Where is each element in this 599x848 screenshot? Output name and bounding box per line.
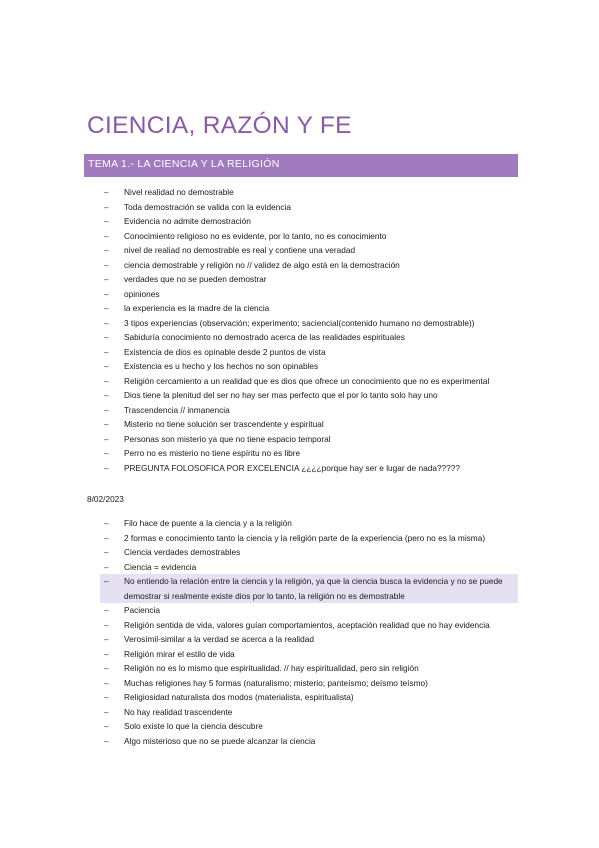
bullet-dash-icon: –	[104, 547, 109, 557]
list-item	[0, 200, 599, 215]
list-item	[0, 403, 599, 418]
notes-list-2	[0, 516, 599, 748]
list-item-text: Religiosidad naturalista dos modos (materialista, espiritualista)	[124, 692, 354, 702]
list-item	[0, 301, 599, 316]
list-item	[0, 374, 599, 389]
bullet-dash-icon: –	[104, 216, 109, 226]
bullet-dash-icon: –	[104, 274, 109, 284]
list-item	[0, 461, 599, 476]
list-item-text: No entiendo la relación entre la ciencia y la religión, ya que la ciencia busca la evidencia y no se puede demostrar si realmente existe dios por lo tanto, la religión no es demostrable	[124, 576, 503, 601]
list-item-text: 2 formas e conocimiento tanto la ciencia y la religión parte de la experiencia (pero no es la misma)	[124, 532, 486, 543]
bullet-dash-icon: –	[104, 532, 109, 543]
list-item	[0, 545, 599, 560]
list-item-text: Existencia es u hecho y los hechos no son opinables	[124, 361, 319, 371]
list-item-text: nivel de realiad no demostrable es real y contiene una veradad	[124, 245, 356, 255]
list-item	[0, 432, 599, 447]
list-item-text: opiniones	[124, 288, 160, 299]
bullet-dash-icon: –	[104, 518, 109, 528]
bullet-dash-icon: –	[104, 303, 109, 313]
bullet-dash-icon: –	[104, 288, 109, 299]
bullet-dash-icon: –	[104, 433, 109, 444]
bullet-dash-icon: –	[104, 317, 109, 328]
list-item-text: Nivel realidad no demostrable	[124, 187, 234, 197]
list-item	[0, 388, 599, 403]
list-item-text: Verosímil-similar a la verdad se acerca a la realidad	[124, 634, 314, 644]
list-item	[0, 229, 599, 244]
bullet-dash-icon: –	[104, 735, 109, 746]
bullet-dash-icon: –	[104, 663, 109, 673]
list-item	[0, 417, 599, 432]
bullet-dash-icon: –	[104, 201, 109, 212]
bullet-dash-icon: –	[104, 390, 109, 400]
list-item	[0, 359, 599, 374]
bullet-dash-icon: –	[104, 692, 109, 702]
bullet-dash-icon: –	[104, 187, 109, 197]
list-item	[0, 618, 599, 633]
list-item-text: Existencia de dios es opinable desde 2 puntos de vista	[124, 346, 326, 357]
bullet-dash-icon: –	[104, 706, 109, 717]
bullet-dash-icon: –	[104, 259, 109, 270]
bullet-dash-icon: –	[104, 419, 109, 429]
list-item	[0, 719, 599, 734]
list-item	[100, 574, 518, 603]
list-item	[0, 647, 599, 662]
bullet-dash-icon: –	[104, 605, 109, 615]
list-item-text: Algo misterioso que no se puede alcanzar la ciencia	[124, 735, 316, 746]
list-item	[0, 676, 599, 691]
list-item	[0, 272, 599, 287]
section-heading: TEMA 1.- LA CIENCIA Y LA RELIGIÓN	[88, 158, 280, 170]
list-item	[0, 345, 599, 360]
bullet-dash-icon: –	[104, 230, 109, 241]
document-title: CIENCIA, RAZÓN Y FE	[87, 112, 352, 139]
list-item-text: Sabiduría conocimiento no demostrado acerca de las realidades espirituales	[124, 332, 405, 342]
date-heading: 8/02/2023	[87, 494, 124, 504]
notes-list-1	[0, 185, 599, 475]
list-item-text: Religión sentida de vida, valores guían comportamientos, aceptación realidad que no hay evidencia	[124, 619, 490, 630]
list-item-text: ciencia demostrable y religión no // validez de algo está en la demostración	[124, 259, 400, 270]
list-item	[0, 705, 599, 720]
list-item	[0, 185, 599, 200]
bullet-dash-icon: –	[104, 677, 109, 688]
list-item	[0, 446, 599, 461]
bullet-dash-icon: –	[104, 245, 109, 255]
list-item	[0, 560, 599, 575]
list-item-text: Paciencia	[124, 605, 160, 615]
list-item-text: Filo hace de puente a la ciencia y a la religión	[124, 518, 292, 528]
list-item	[0, 287, 599, 302]
bullet-dash-icon: –	[104, 375, 109, 386]
list-item	[0, 243, 599, 258]
list-item-text: Perro no es misterio no tiene espíritu no es libre	[124, 448, 301, 458]
list-item-text: Evidencia no admite demostración	[124, 216, 251, 226]
list-item	[0, 214, 599, 229]
list-item-text: Trascendencia // inmanencia	[124, 404, 230, 415]
list-item-text: 3 tipos experiencias (observación; experimento; saciencial(contenido humano no demostrable))	[124, 317, 475, 328]
bullet-dash-icon: –	[104, 576, 109, 586]
list-item-text: verdades que no se pueden demostrar	[124, 274, 267, 284]
list-item-text: Ciencia = evidencia	[124, 561, 197, 572]
list-item-text: Religión no es lo mismo que espiritualidad. // hay espiritualidad, pero sin religión	[124, 663, 419, 673]
list-item-text: Personas son misterio ya que no tiene espacio temporal	[124, 433, 331, 444]
list-item-text: Solo existe lo que la ciencia descubre	[124, 721, 263, 731]
list-item	[0, 316, 599, 331]
list-item	[0, 632, 599, 647]
list-item	[0, 516, 599, 531]
bullet-dash-icon: –	[104, 619, 109, 630]
bullet-dash-icon: –	[104, 648, 109, 659]
bullet-dash-icon: –	[104, 462, 109, 473]
bullet-dash-icon: –	[104, 561, 109, 572]
list-item-text: Ciencia verdades demostrables	[124, 547, 241, 557]
list-item	[0, 734, 599, 749]
list-item-text: Toda demostración se valida con la evidencia	[124, 201, 291, 212]
list-item-text: Conocimiento religioso no es evidente, por lo tanto, no es conocimiento	[124, 230, 387, 241]
bullet-dash-icon: –	[104, 448, 109, 458]
bullet-dash-icon: –	[104, 332, 109, 342]
section-heading-bar	[84, 154, 518, 177]
list-item	[0, 661, 599, 676]
list-item	[0, 531, 599, 546]
list-item-text: Muchas religiones hay 5 formas (naturalismo; misterio; panteísmo; deísmo teísmo)	[124, 677, 428, 688]
list-item	[0, 258, 599, 273]
bullet-dash-icon: –	[104, 361, 109, 371]
list-item-text: Misterio no tiene solución ser trascendente y espiritual	[124, 419, 324, 429]
bullet-dash-icon: –	[104, 634, 109, 644]
list-item-text: No hay realidad trascendente	[124, 706, 233, 717]
list-item	[0, 330, 599, 345]
list-item-text: la experiencia es la madre de la ciencia	[124, 303, 270, 313]
list-item-text: Dios tiene la plenitud del ser no hay ser mas perfecto que el por lo tanto solo hay uno	[124, 390, 438, 400]
bullet-dash-icon: –	[104, 721, 109, 731]
list-item	[0, 603, 599, 618]
list-item-text: PREGUNTA FOLOSOFICA POR EXCELENCIA ¿¿¿¿porque hay ser e lugar de nada?????	[124, 462, 461, 473]
bullet-dash-icon: –	[104, 346, 109, 357]
bullet-dash-icon: –	[104, 404, 109, 415]
list-item-text: Religión cercamiento a un realidad que es dios que ofrece un conocimiento que no es experimental	[124, 375, 490, 386]
list-item-text: Religión mirar el estilo de vida	[124, 648, 235, 659]
list-item	[0, 690, 599, 705]
